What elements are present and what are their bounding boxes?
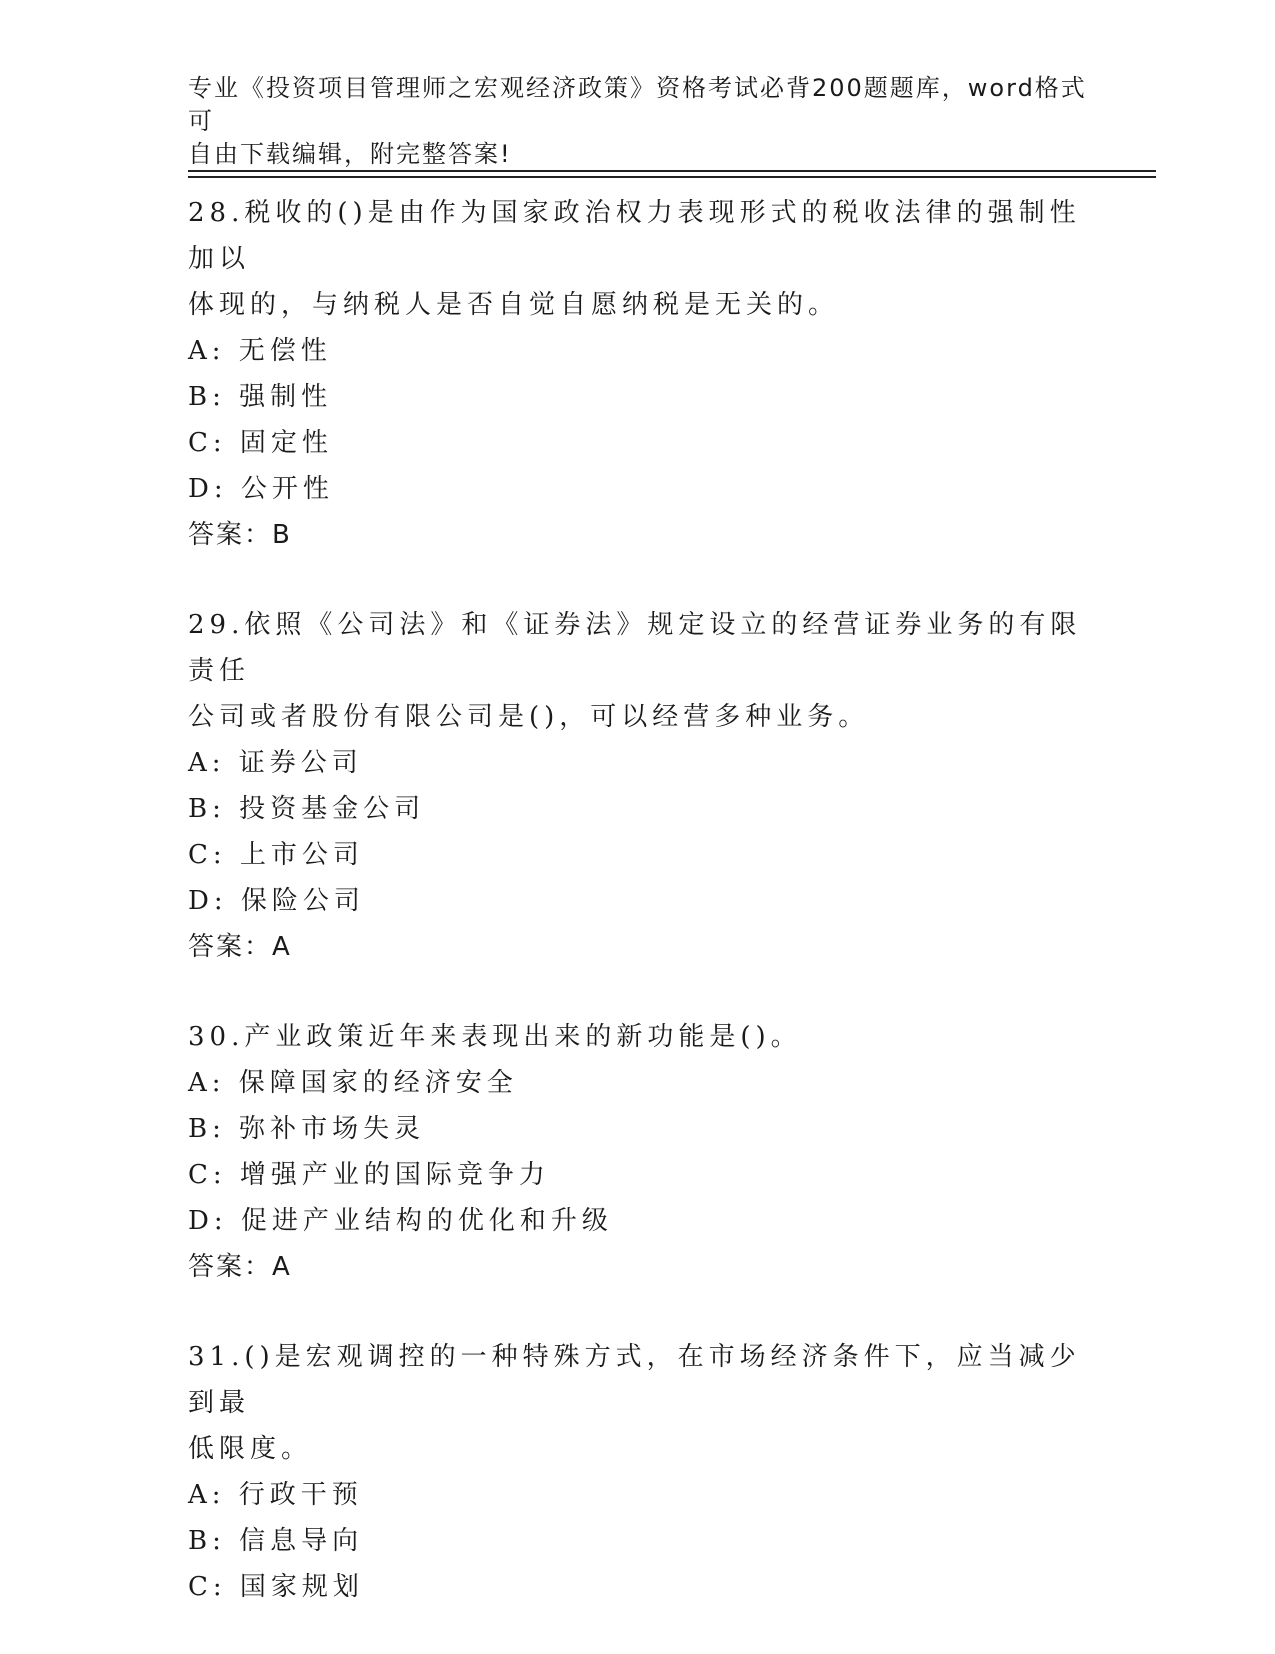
question-30 bbox=[188, 1014, 1088, 1290]
question-stem-continued: 体现的，与纳税人是否自觉自愿纳税是无关的。 bbox=[188, 290, 840, 320]
option-d: D: 保险公司 bbox=[188, 886, 365, 916]
option-c: C: 增强产业的国际竞争力 bbox=[188, 1160, 550, 1190]
option-a: A: 行政干预 bbox=[188, 1480, 363, 1510]
answer: 答案：A bbox=[188, 932, 292, 962]
question-31 bbox=[188, 1334, 1088, 1610]
question-stem: 31.()是宏观调控的一种特殊方式，在市场经济条件下，应当减少到最 bbox=[188, 1342, 1081, 1418]
header-line-2: 自由下载编辑，附完整答案! bbox=[188, 140, 512, 168]
header-divider-bottom bbox=[188, 176, 1156, 178]
header-line-1: 专业《投资项目管理师之宏观经济政策》资格考试必背200题题库，word格式可 bbox=[188, 74, 1087, 135]
question-list bbox=[188, 190, 1088, 1654]
option-b: B: 信息导向 bbox=[188, 1526, 364, 1556]
question-28 bbox=[188, 190, 1088, 558]
header-divider-top bbox=[188, 170, 1156, 172]
option-a: A: 保障国家的经济安全 bbox=[188, 1068, 518, 1098]
answer: 答案：B bbox=[188, 520, 292, 550]
option-a: A: 证券公司 bbox=[188, 748, 363, 778]
option-a: A: 无偿性 bbox=[188, 336, 332, 366]
option-b: B: 投资基金公司 bbox=[188, 794, 426, 824]
option-b: B: 弥补市场失灵 bbox=[188, 1114, 426, 1144]
answer: 答案：A bbox=[188, 1252, 292, 1282]
document-header bbox=[188, 72, 1088, 171]
option-d: D: 促进产业结构的优化和升级 bbox=[188, 1206, 613, 1236]
question-stem: 30.产业政策近年来表现出来的新功能是()。 bbox=[188, 1022, 802, 1052]
question-stem-continued: 低限度。 bbox=[188, 1434, 313, 1464]
option-c: C: 上市公司 bbox=[188, 840, 364, 870]
question-29 bbox=[188, 602, 1088, 970]
option-d: D: 公开性 bbox=[188, 474, 334, 504]
question-stem: 29.依照《公司法》和《证券法》规定设立的经营证券业务的有限责任 bbox=[188, 610, 1082, 686]
option-c: C: 国家规划 bbox=[188, 1572, 364, 1602]
option-b: B: 强制性 bbox=[188, 382, 333, 412]
option-c: C: 固定性 bbox=[188, 428, 333, 458]
question-stem: 28.税收的()是由作为国家政治权力表现形式的税收法律的强制性加以 bbox=[188, 198, 1081, 274]
question-stem-continued: 公司或者股份有限公司是()，可以经营多种业务。 bbox=[188, 702, 870, 732]
